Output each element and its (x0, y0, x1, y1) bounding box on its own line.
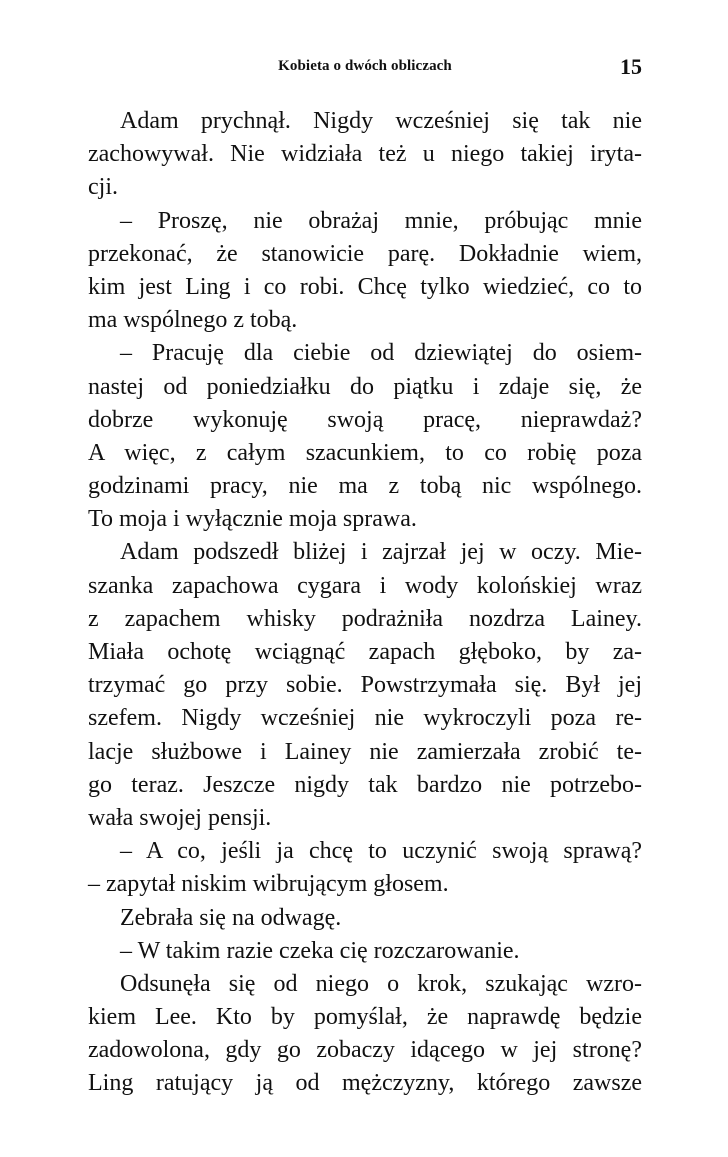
text-line: Adam podszedł bliżej i zajrzał jej w oczy. Mie- (120, 539, 642, 566)
text-line: – Pracuję dla ciebie od dziewiątej do osiem- (120, 340, 642, 367)
text-line: wała swojej pensji. (88, 804, 272, 831)
text-line: A więc, z całym szacunkiem, to co robię poza (88, 439, 642, 466)
text-line: zachowywał. Nie widziała też u niego takiej iryta- (88, 141, 642, 168)
text-line: go teraz. Jeszcze nigdy tak bardzo nie potrzebo- (88, 771, 642, 798)
text-line: Ling ratujący ją od mężczyzny, którego zawsze (88, 1070, 642, 1097)
text-line: nastej od poniedziałku do piątku i zdaje się, że (88, 373, 642, 400)
text-line: Miała ochotę wciągnąć zapach głęboko, by za- (88, 639, 642, 665)
text-line: – zapytał niskim wibrującym głosem. (88, 871, 449, 898)
text-line: dobrze wykonuję swoją pracę, nieprawdaż? (88, 406, 642, 433)
text-line: Adam prychnął. Nigdy wcześniej się tak nie (120, 108, 642, 134)
text-line: – Proszę, nie obrażaj mnie, próbując mnie (120, 207, 642, 234)
text-line: szanka zapachowa cygara i wody kolońskiej wraz (88, 572, 642, 599)
text-line: z zapachem whisky podrażniła nozdrza Lainey. (88, 605, 642, 632)
running-title: Kobieta o dwóch obliczach (278, 58, 452, 74)
text-line: ma wspólnego z tobą. (88, 307, 298, 334)
text-line: szefem. Nigdy wcześniej nie wykroczyli poza re- (88, 705, 642, 732)
text-line: godzinami pracy, nie ma z tobą nic wspólnego. (88, 473, 642, 500)
running-header (88, 54, 642, 84)
text-line: kiem Lee. Kto by pomyślał, że naprawdę będzie (88, 1004, 642, 1031)
body-text (88, 105, 642, 1101)
text-line: Odsunęła się od niego o krok, szukając wzro- (120, 970, 642, 997)
text-line: lacje służbowe i Lainey nie zamierzała zrobić te- (88, 738, 642, 765)
text-line: kim jest Ling i co robi. Chcę tylko wiedzieć, co to (88, 273, 642, 300)
page-number: 15 (620, 54, 642, 79)
text-line: – W takim razie czeka cię rozczarowanie. (120, 937, 520, 964)
text-line: To moja i wyłącznie moja sprawa. (88, 506, 417, 533)
text-line: – A co, jeśli ja chcę to uczynić swoją sprawą? (120, 838, 642, 865)
text-line: przekonać, że stanowicie parę. Dokładnie wiem, (88, 240, 642, 267)
text-line: trzymać go przy sobie. Powstrzymała się. Był jej (88, 672, 642, 699)
text-line: Zebrała się na odwagę. (120, 904, 342, 931)
text-line: cji. (88, 174, 118, 201)
text-line: zadowolona, gdy go zobaczy idącego w jej stronę? (88, 1037, 642, 1064)
